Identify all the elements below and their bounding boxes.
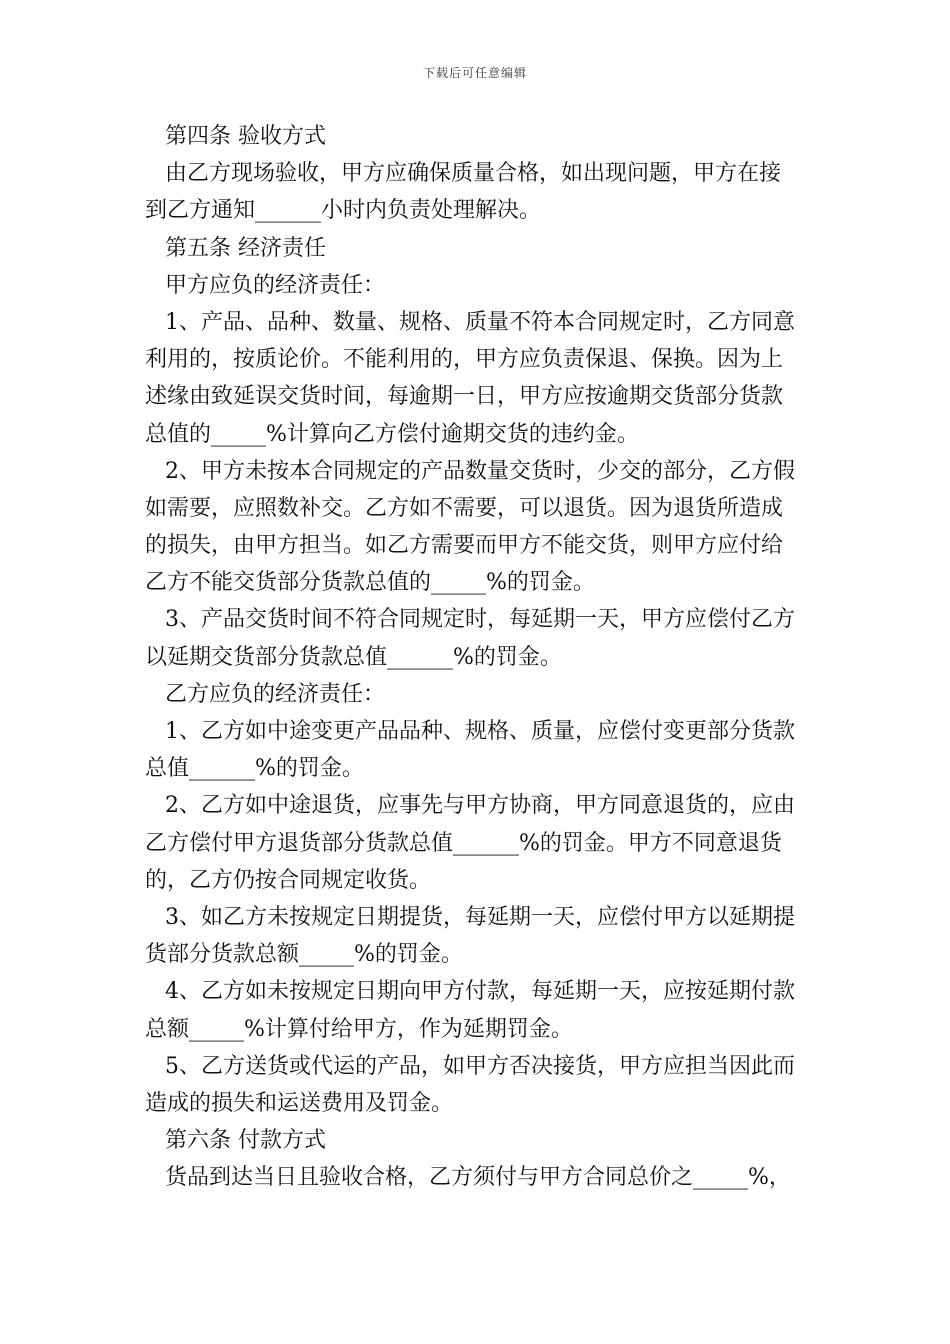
header-note: 下载后可任意编辑	[422, 66, 527, 80]
document-line: 3、产品交货时间不符合同规定时，每延期一天，甲方应偿付乙方	[165, 607, 795, 633]
document-line: 由乙方现场验收，甲方应确保质量合格，如出现问题，甲方在接	[165, 161, 782, 187]
document-line: 货部分货款总额_____%的罚金。	[145, 942, 463, 968]
document-line: 5、乙方送货或代运的产品，如甲方否决接货，甲方应担当因此而	[165, 1053, 795, 1079]
document-line: 1、产品、品种、数量、规格、质量不符本合同规定时，乙方同意	[165, 309, 795, 335]
document-line: 1、乙方如中途变更产品品种、规格、质量，应偿付变更部分货款	[165, 719, 795, 744]
document-line: 造成的损失和运送费用及罚金。	[145, 1090, 454, 1116]
document-body	[145, 118, 807, 1196]
document-line: 利用的，按质论价。不能利用的，甲方应负责保退、保换。因为上	[145, 347, 784, 373]
document-line: 如需要，应照数补交。乙方如不需要，可以退货。因为退货所造成	[145, 495, 784, 521]
document-line: 总值的_____%计算向乙方偿付逾期交货的违约金。	[145, 421, 639, 447]
document-line: 的，乙方仍按合同规定收货。	[145, 867, 432, 893]
document-line: 以延期交货部分货款总值______%的罚金。	[145, 644, 562, 670]
document-line: 甲方应负的经济责任：	[165, 272, 386, 298]
document-line: 乙方偿付甲方退货部分货款总值______%的罚金。甲方不同意退货	[145, 830, 782, 856]
document-line: 述缘由致延误交货时间，每逾期一日，甲方应按逾期交货部分货款	[145, 384, 784, 410]
document-line: 总值______%的罚金。	[145, 756, 364, 782]
document-line: 3、如乙方未按规定日期提货，每延期一天，应偿付甲方以延期提	[165, 904, 795, 930]
document-line: 2、甲方未按本合同规定的产品数量交货时，少交的部分，乙方假	[165, 458, 795, 484]
document-line: 的损失，由甲方担当。如乙方需要而甲方不能交货，则甲方应付给	[145, 533, 784, 559]
document-line: 货品到达当日且验收合格，乙方须付与甲方合同总价之_____%，	[165, 1165, 791, 1191]
document-line: 第四条 验收方式	[165, 124, 326, 149]
document-line: 2、乙方如中途退货，应事先与甲方协商，甲方同意退货的，应由	[165, 793, 795, 819]
document-line: 乙方不能交货部分货款总值的_____%的罚金。	[145, 570, 595, 596]
document-line: 第六条 付款方式	[165, 1128, 326, 1154]
document-line: 到乙方通知______小时内负责处理解决。	[145, 198, 542, 224]
document-line: 4、乙方如未按规定日期向甲方付款，每延期一天，应按延期付款	[165, 979, 795, 1005]
document-line: 乙方应负的经济责任：	[165, 681, 386, 707]
document-line: 总额_____%计算付给甲方，作为延期罚金。	[145, 1016, 573, 1042]
document-line: 第五条 经济责任	[165, 235, 326, 261]
